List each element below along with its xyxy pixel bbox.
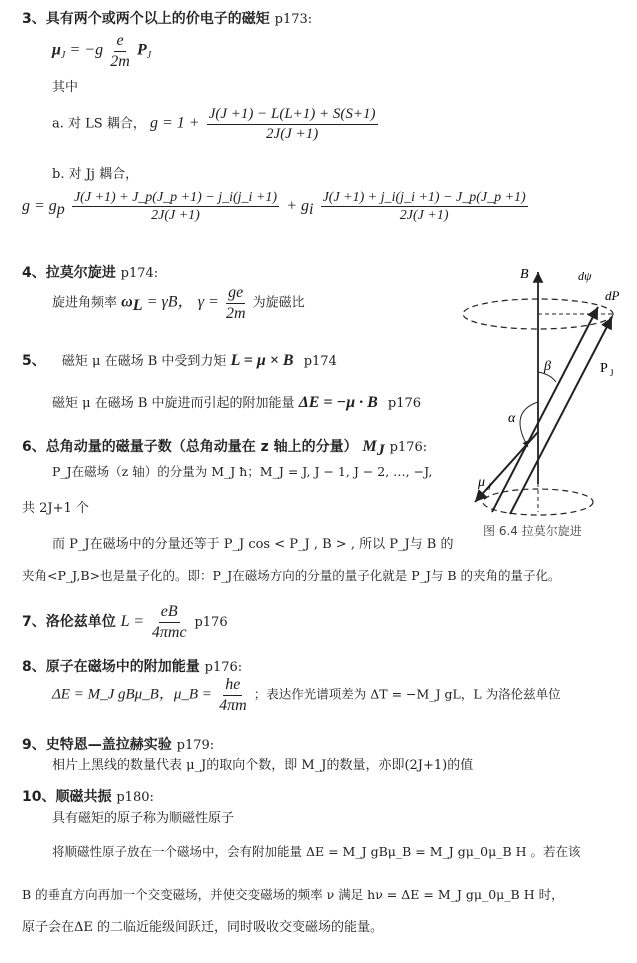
heading-text: 9、史特恩—盖拉赫实验 xyxy=(22,737,172,753)
p-sub: J xyxy=(146,50,152,62)
numerator: ge xyxy=(226,284,245,304)
torque-formula: L = μ × B xyxy=(230,352,294,369)
label-pj-sub: J xyxy=(610,368,614,378)
gi-sub: i xyxy=(309,200,314,218)
bohr-fraction xyxy=(219,676,247,714)
label-pj: P xyxy=(600,361,608,376)
ls-label: a. 对 LS 耦合， xyxy=(52,116,146,132)
energy-line: 将顺磁性原子放在一个磁场中，会有附加能量 ΔE = M_J gBμ_B = M_J gμ_0μ_B H 。若在该 xyxy=(52,844,581,859)
heading-text: 6、总角动量的磁量子数（总角动量在 z 轴上的分量） xyxy=(22,439,358,455)
section-9-heading xyxy=(22,734,214,754)
plus-g: + g xyxy=(286,197,309,215)
mj-symbol: M xyxy=(362,438,377,455)
resonance-line: B 的垂直方向再加一个交变磁场，并使交变磁场的频率 ν 满足 hν = ΔE = M_J gμ_0μ_B H 时， xyxy=(22,887,564,902)
energy-formula: ΔE = −μ · B xyxy=(298,394,378,411)
formula: = γB， xyxy=(146,293,194,311)
section-6-heading xyxy=(22,436,427,460)
section-7-heading xyxy=(22,603,228,641)
label-alpha: α xyxy=(508,411,516,426)
section-8-heading xyxy=(22,656,242,676)
text: 旋进角频率 xyxy=(52,295,118,311)
count-line: 共 2J+1 个 xyxy=(22,501,89,516)
projection-line: 而 P_J在磁场中的分量还等于 P_J cos < P_J , B > , 所以 P_J与 B 的 xyxy=(52,537,454,552)
ls-fraction xyxy=(207,106,378,142)
section-number: 5、 xyxy=(22,353,46,369)
mj-sub: J xyxy=(376,441,385,459)
paramagnetic-line: 具有磁矩的原子称为顺磁性原子 xyxy=(52,811,235,826)
denominator: 4πm xyxy=(219,696,247,714)
section-4-heading xyxy=(22,262,158,282)
page-ref: p173: xyxy=(274,12,313,27)
jj-coupling-formula xyxy=(22,190,531,224)
denominator: 4πmc xyxy=(151,623,187,641)
label-beta: β xyxy=(544,359,551,374)
numerator: J(J +1) − L(L+1) + S(S+1) xyxy=(207,106,378,125)
gamma: γ = xyxy=(197,293,219,311)
where-text: 其中 xyxy=(52,80,79,95)
larmor-precession-figure xyxy=(450,262,630,542)
jj-fraction-1 xyxy=(72,190,279,224)
energy-line xyxy=(52,676,561,714)
formula: ΔE = M_J gBμ_B，μ_B = xyxy=(52,686,212,703)
page-ref: p176 xyxy=(194,615,228,631)
mj-values-line: P_J在磁场（z 轴）的分量为 M_J ħ；M_J = J, J − 1, J − 2, …, −J, xyxy=(52,464,433,479)
text: 为旋磁比 xyxy=(252,295,305,311)
numerator: e xyxy=(114,32,125,52)
page-ref: p176: xyxy=(389,440,428,455)
heading-text: 4、拉莫尔旋进 xyxy=(22,265,116,281)
stern-gerlach-line: 相片上黑线的数量代表 μ_J的取向个数，即 M_J的数量，亦即(2J+1)的值 xyxy=(52,758,474,773)
fraction xyxy=(110,32,130,70)
pj-vector-1 xyxy=(492,307,598,512)
jj-fraction-2 xyxy=(321,190,528,224)
pj-vector-2 xyxy=(510,317,612,514)
label-muj-sub: J xyxy=(487,482,491,492)
quantization-line: 夹角<P_J,B>也是量子化的。即：P_J在磁场方向的分量的量子化就是 P_J与 B 的夹角的量子化。 xyxy=(22,568,561,583)
denominator: 2J(J +1) xyxy=(266,125,319,142)
jj-label: b. 对 Jj 耦合， xyxy=(52,167,139,182)
p-symbol: P xyxy=(136,41,147,59)
mu-sub: J xyxy=(60,50,66,62)
numerator: eB xyxy=(159,603,180,623)
page-ref: p174 xyxy=(303,354,337,369)
section-3-heading xyxy=(22,8,312,28)
larmor-formula xyxy=(52,284,305,322)
denominator: 2m xyxy=(225,304,246,322)
numerator: he xyxy=(223,676,242,696)
page-ref: p176: xyxy=(204,660,243,675)
formula-eq: = −g xyxy=(69,41,104,59)
label-b: B xyxy=(520,267,529,282)
l-lhs: L = xyxy=(120,613,145,631)
numerator: J(J +1) + J_p(J_p +1) − j_i(j_i +1) xyxy=(72,190,279,207)
page-ref: p180: xyxy=(116,790,154,805)
transition-line: 原子会在ΔE 的二临近能级间跃迁，同时吸收交变磁场的能量。 xyxy=(22,920,384,935)
label-muj: μ xyxy=(478,475,486,490)
denominator: 2J(J +1) xyxy=(399,208,449,224)
mu-symbol: μ xyxy=(52,41,61,59)
g-lhs: g = g xyxy=(22,197,57,215)
heading-text: 7、洛伦兹单位 xyxy=(22,614,116,631)
text: 磁矩 μ 在磁场 B 中旋进而引起的附加能量 xyxy=(52,396,295,411)
label-dpsi: dψ xyxy=(578,269,592,283)
g-lhs: g = 1 + xyxy=(149,114,200,132)
figure-caption: 图 6.4 拉莫尔旋进 xyxy=(483,524,582,538)
section-10-heading xyxy=(22,786,154,806)
page-ref: p176 xyxy=(387,396,422,411)
magnetic-moment-formula xyxy=(52,32,151,70)
section-5-line-2 xyxy=(52,392,421,412)
numerator: J(J +1) + j_i(j_i +1) − J_p(J_p +1) xyxy=(321,190,528,207)
denominator: 2J(J +1) xyxy=(151,208,200,224)
label-dp: dP xyxy=(605,288,620,303)
page-ref: p179: xyxy=(176,738,215,753)
text: ；表达作光谱项差为 ΔT = −M_J gL，L 为洛伦兹单位 xyxy=(253,686,561,702)
lorentz-fraction xyxy=(152,603,187,641)
omega-sub: L xyxy=(132,297,143,315)
heading-text: 10、顺磁共振 xyxy=(22,789,112,805)
text: 磁矩 μ 在磁场 B 中受到力矩 xyxy=(61,354,227,369)
heading-text: 3、具有两个或两个以上的价电子的磁矩 xyxy=(22,11,270,27)
gp-sub: p xyxy=(56,200,65,218)
ls-coupling-line xyxy=(52,106,381,142)
omega-symbol: ω xyxy=(121,293,133,311)
section-5-line-1 xyxy=(22,350,337,370)
page-ref: p174: xyxy=(120,266,159,281)
heading-text: 8、原子在磁场中的附加能量 xyxy=(22,659,200,675)
gamma-fraction xyxy=(226,284,246,322)
denominator: 2m xyxy=(110,52,130,70)
